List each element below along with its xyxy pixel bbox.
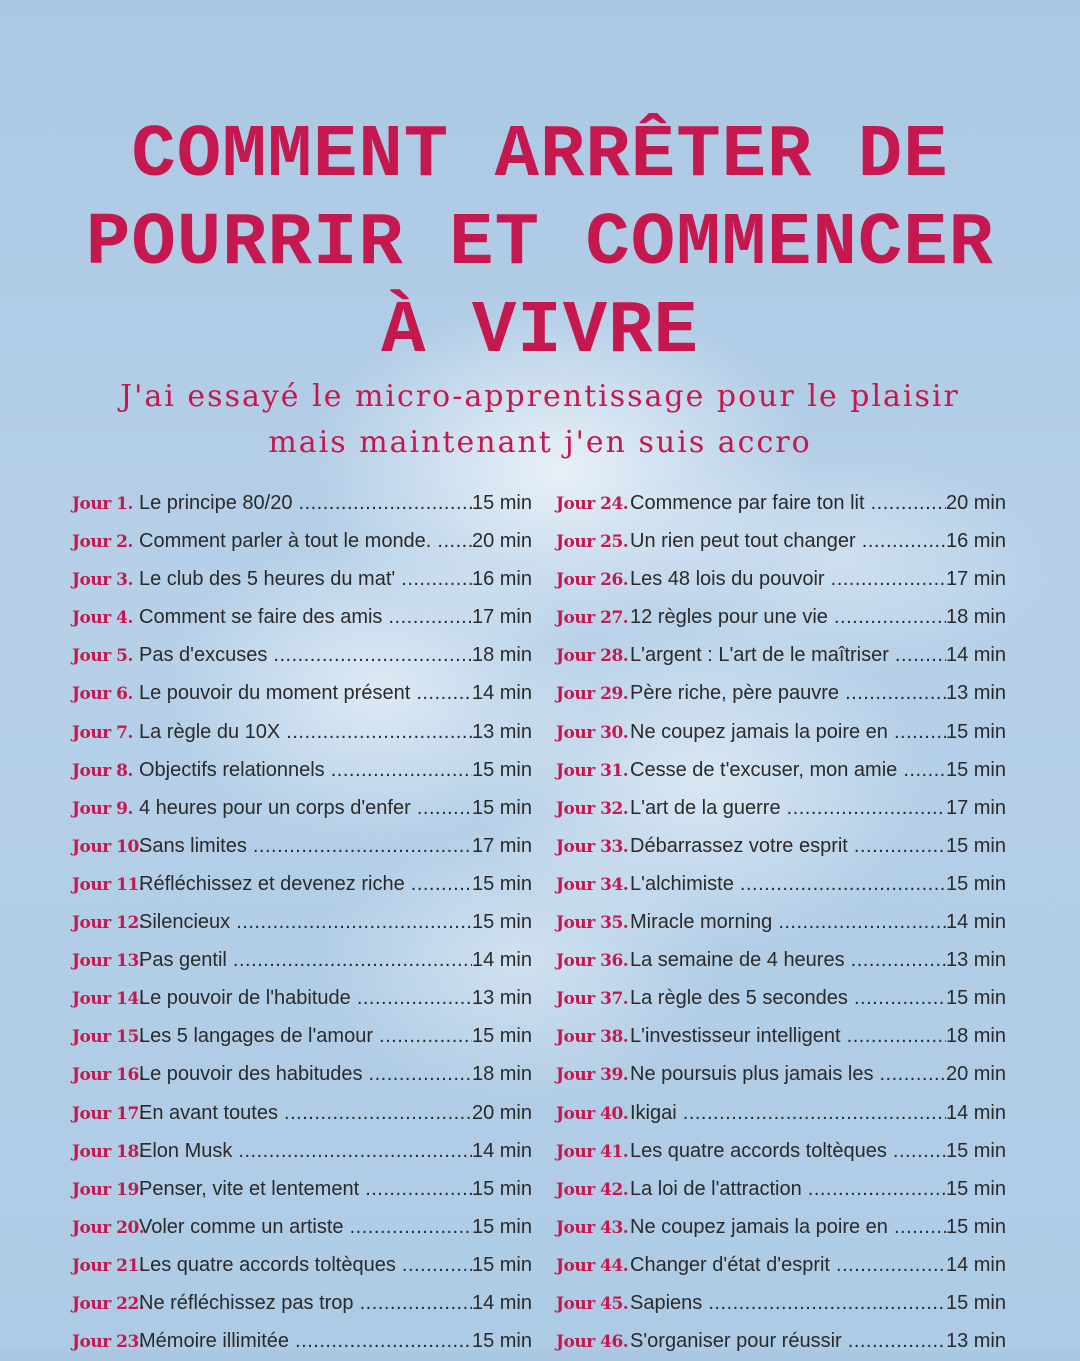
list-item [72, 941, 532, 979]
day-label: Jour 3. [72, 570, 133, 591]
duration: 15 min [471, 492, 532, 514]
day-label: Jour 22. [72, 1293, 145, 1314]
book-title: Sans limites ..... [139, 827, 472, 865]
day-label: Jour 33. [556, 836, 629, 857]
list-item [72, 674, 532, 712]
day-label: Jour 46. [556, 1332, 629, 1353]
list-item [72, 903, 532, 941]
duration: 15 min [945, 1291, 1006, 1314]
day-label: Jour 9. [72, 798, 133, 819]
book-title: Le principe 80/20 ..... [139, 484, 472, 522]
day-label: Jour 12. [72, 913, 145, 934]
book-title: Sapiens ..... [630, 1284, 946, 1322]
list-item [556, 1094, 1006, 1132]
book-title: 4 heures pour un corps d'enfer ..... [139, 789, 472, 827]
day-label: Jour 10. [72, 836, 145, 857]
day-label: Jour 24. [556, 494, 629, 514]
book-title: Les 5 langages de l'amour ..... [139, 1017, 472, 1055]
list-item [72, 636, 532, 674]
day-label: Jour 32. [556, 798, 629, 819]
list-item [556, 979, 1006, 1017]
duration: 18 min [945, 1025, 1006, 1048]
day-label: Jour 28. [556, 646, 629, 667]
duration: 14 min [471, 682, 532, 705]
duration: 17 min [945, 568, 1006, 591]
book-title: Le pouvoir des habitudes ..... [139, 1055, 472, 1093]
book-title: Ne réfléchissez pas trop ..... [139, 1284, 472, 1322]
list-item [556, 789, 1006, 827]
duration: 15 min [945, 758, 1006, 781]
book-title: Miracle morning ..... [630, 903, 946, 941]
book-title: Le pouvoir de l'habitude ..... [139, 979, 472, 1017]
list-item [556, 1170, 1006, 1208]
duration: 13 min [945, 1330, 1006, 1353]
list-item [72, 1284, 532, 1322]
duration: 13 min [945, 949, 1006, 972]
subtitle [90, 374, 990, 466]
duration: 15 min [471, 796, 532, 819]
list-item [72, 1055, 532, 1093]
duration: 15 min [471, 1025, 532, 1048]
book-title: Les 48 lois du pouvoir ..... [630, 560, 946, 598]
duration: 15 min [471, 758, 532, 781]
list-item [556, 903, 1006, 941]
day-label: Jour 2. [72, 532, 133, 553]
day-label: Jour 13. [72, 951, 145, 972]
book-title: S'organiser pour réussir ..... [630, 1322, 946, 1360]
day-label: Jour 41. [556, 1141, 629, 1162]
duration: 13 min [471, 720, 532, 743]
duration: 15 min [945, 720, 1006, 743]
title-line-2: POURRIR ET COMMENCER [85, 202, 995, 286]
duration: 14 min [945, 644, 1006, 667]
duration: 20 min [945, 492, 1006, 514]
duration: 18 min [945, 606, 1006, 629]
duration: 17 min [471, 834, 532, 857]
list-item [556, 636, 1006, 674]
day-label: Jour 39. [556, 1065, 629, 1086]
book-title: Mémoire illimitée ..... [139, 1322, 472, 1360]
title-line-3: À VIVRE [381, 290, 699, 374]
book-title: Ne coupez jamais la poire en ..... [630, 1208, 946, 1246]
list-item [556, 598, 1006, 636]
book-title: L'investisseur intelligent ..... [630, 1017, 946, 1055]
day-label: Jour 14. [72, 989, 145, 1010]
list-item [556, 484, 1006, 522]
duration: 20 min [945, 1063, 1006, 1086]
duration: 15 min [945, 1177, 1006, 1200]
list-item [556, 1208, 1006, 1246]
list-item [72, 598, 532, 636]
duration: 14 min [471, 949, 532, 972]
duration: 15 min [471, 872, 532, 895]
day-label: Jour 5. [72, 646, 133, 667]
book-title: Ikigai ..... [630, 1094, 946, 1132]
duration: 18 min [471, 644, 532, 667]
book-title: L'argent : L'art de le maîtriser ..... [630, 636, 946, 674]
day-label: Jour 40. [556, 1103, 629, 1124]
list-item [72, 789, 532, 827]
day-label: Jour 7. [72, 722, 133, 743]
duration: 16 min [471, 568, 532, 591]
day-label: Jour 20. [72, 1217, 145, 1238]
list-item [72, 1094, 532, 1132]
duration: 15 min [471, 1253, 532, 1276]
list-item [556, 1055, 1006, 1093]
duration: 15 min [945, 834, 1006, 857]
duration: 15 min [471, 911, 532, 934]
day-label: Jour 37. [556, 989, 629, 1010]
book-title: Changer d'état d'esprit ..... [630, 1246, 946, 1284]
duration: 15 min [471, 1330, 532, 1353]
book-title: 12 règles pour une vie ..... [630, 598, 946, 636]
duration: 13 min [945, 682, 1006, 705]
duration: 20 min [471, 530, 532, 553]
day-label: Jour 11. [72, 874, 145, 895]
day-label: Jour 36. [556, 951, 629, 972]
list-item [72, 865, 532, 903]
book-title: La semaine de 4 heures ..... [630, 941, 946, 979]
reading-list-left [72, 484, 532, 1360]
duration: 15 min [945, 872, 1006, 895]
book-title: Les quatre accords toltèques ..... [139, 1246, 472, 1284]
title-line-1: COMMENT ARRÊTER DE [131, 114, 949, 198]
list-item [556, 751, 1006, 789]
day-label: Jour 45. [556, 1293, 629, 1314]
list-item [72, 827, 532, 865]
day-label: Jour 4. [72, 608, 133, 629]
book-title: La règle des 5 secondes ..... [630, 979, 946, 1017]
book-title: L'alchimiste ..... [630, 865, 946, 903]
list-item [72, 1208, 532, 1246]
book-title: Objectifs relationnels ..... [139, 751, 472, 789]
book-title: Un rien peut tout changer ..... [630, 522, 946, 560]
list-item [72, 713, 532, 751]
duration: 20 min [471, 1101, 532, 1124]
page-title [0, 112, 1080, 376]
book-title: Commence par faire ton lit ..... [630, 484, 946, 522]
day-label: Jour 27. [556, 608, 629, 629]
duration: 14 min [471, 1291, 532, 1314]
duration: 18 min [471, 1063, 532, 1086]
book-title: Comment parler à tout le monde. ..... [139, 522, 472, 560]
list-item [556, 827, 1006, 865]
duration: 13 min [471, 987, 532, 1010]
subtitle-line-1: J'ai essayé le micro-apprentissage pour le plaisir [120, 379, 960, 414]
duration: 15 min [471, 1177, 532, 1200]
book-title: Le club des 5 heures du mat' ..... [139, 560, 472, 598]
list-item [556, 941, 1006, 979]
list-item [556, 713, 1006, 751]
list-item [72, 979, 532, 1017]
subtitle-line-2: mais maintenant j'en suis accro [268, 425, 812, 460]
list-item [556, 522, 1006, 560]
book-title: Les quatre accords toltèques ..... [630, 1132, 946, 1170]
list-item [72, 1017, 532, 1055]
book-title: Cesse de t'excuser, mon amie ..... [630, 751, 946, 789]
day-label: Jour 19. [72, 1179, 145, 1200]
book-title: Pas d'excuses ..... [139, 636, 472, 674]
book-title: Penser, vite et lentement ..... [139, 1170, 472, 1208]
day-label: Jour 38. [556, 1027, 629, 1048]
day-label: Jour 6. [72, 684, 133, 705]
day-label: Jour 23. [72, 1332, 145, 1353]
book-title: Pas gentil ..... [139, 941, 472, 979]
book-title: Réfléchissez et devenez riche ..... [139, 865, 472, 903]
reading-list-right [556, 484, 1006, 1360]
day-label: Jour 29. [556, 684, 629, 705]
duration: 17 min [471, 606, 532, 629]
duration: 14 min [945, 1101, 1006, 1124]
book-title: Débarrassez votre esprit ..... [630, 827, 946, 865]
book-title: Ne poursuis plus jamais les ..... [630, 1055, 946, 1093]
list-item [72, 1170, 532, 1208]
book-title: La règle du 10X ..... [139, 713, 472, 751]
day-label: Jour 35. [556, 913, 629, 934]
duration: 15 min [945, 1139, 1006, 1162]
list-item [556, 560, 1006, 598]
book-title: Père riche, père pauvre ..... [630, 674, 946, 712]
duration: 14 min [945, 911, 1006, 934]
list-item [556, 1132, 1006, 1170]
day-label: Jour 8. [72, 760, 133, 781]
list-item [556, 1017, 1006, 1055]
list-item [556, 1284, 1006, 1322]
day-label: Jour 42. [556, 1179, 629, 1200]
list-item [72, 1322, 532, 1360]
day-label: Jour 16. [72, 1065, 145, 1086]
book-title: En avant toutes ..... [139, 1094, 472, 1132]
book-title: L'art de la guerre ..... [630, 789, 946, 827]
duration: 16 min [945, 530, 1006, 553]
list-item [72, 751, 532, 789]
list-item [72, 1132, 532, 1170]
day-label: Jour 30. [556, 722, 629, 743]
day-label: Jour 31. [556, 760, 629, 781]
duration: 14 min [471, 1139, 532, 1162]
day-label: Jour 21. [72, 1255, 145, 1276]
book-title: Le pouvoir du moment présent ..... [139, 674, 472, 712]
list-item [72, 484, 532, 522]
list-item [72, 560, 532, 598]
day-label: Jour 1. [72, 494, 133, 514]
day-label: Jour 26. [556, 570, 629, 591]
book-title: Ne coupez jamais la poire en ..... [630, 713, 946, 751]
day-label: Jour 34. [556, 874, 629, 895]
day-label: Jour 44. [556, 1255, 629, 1276]
book-title: La loi de l'attraction ..... [630, 1170, 946, 1208]
day-label: Jour 15. [72, 1027, 145, 1048]
day-label: Jour 25. [556, 532, 629, 553]
duration: 14 min [945, 1253, 1006, 1276]
list-item [72, 1246, 532, 1284]
book-title: Voler comme un artiste ..... [139, 1208, 472, 1246]
list-item [556, 674, 1006, 712]
duration: 15 min [945, 987, 1006, 1010]
book-title: Silencieux ..... [139, 903, 472, 941]
duration: 17 min [945, 796, 1006, 819]
book-title: Comment se faire des amis ..... [139, 598, 472, 636]
list-item [556, 1322, 1006, 1360]
day-label: Jour 43. [556, 1217, 629, 1238]
list-item [556, 1246, 1006, 1284]
duration: 15 min [945, 1215, 1006, 1238]
day-label: Jour 17. [72, 1103, 145, 1124]
list-item [556, 865, 1006, 903]
list-item [72, 522, 532, 560]
book-title: Elon Musk ..... [139, 1132, 472, 1170]
duration: 15 min [471, 1215, 532, 1238]
day-label: Jour 18. [72, 1141, 145, 1162]
